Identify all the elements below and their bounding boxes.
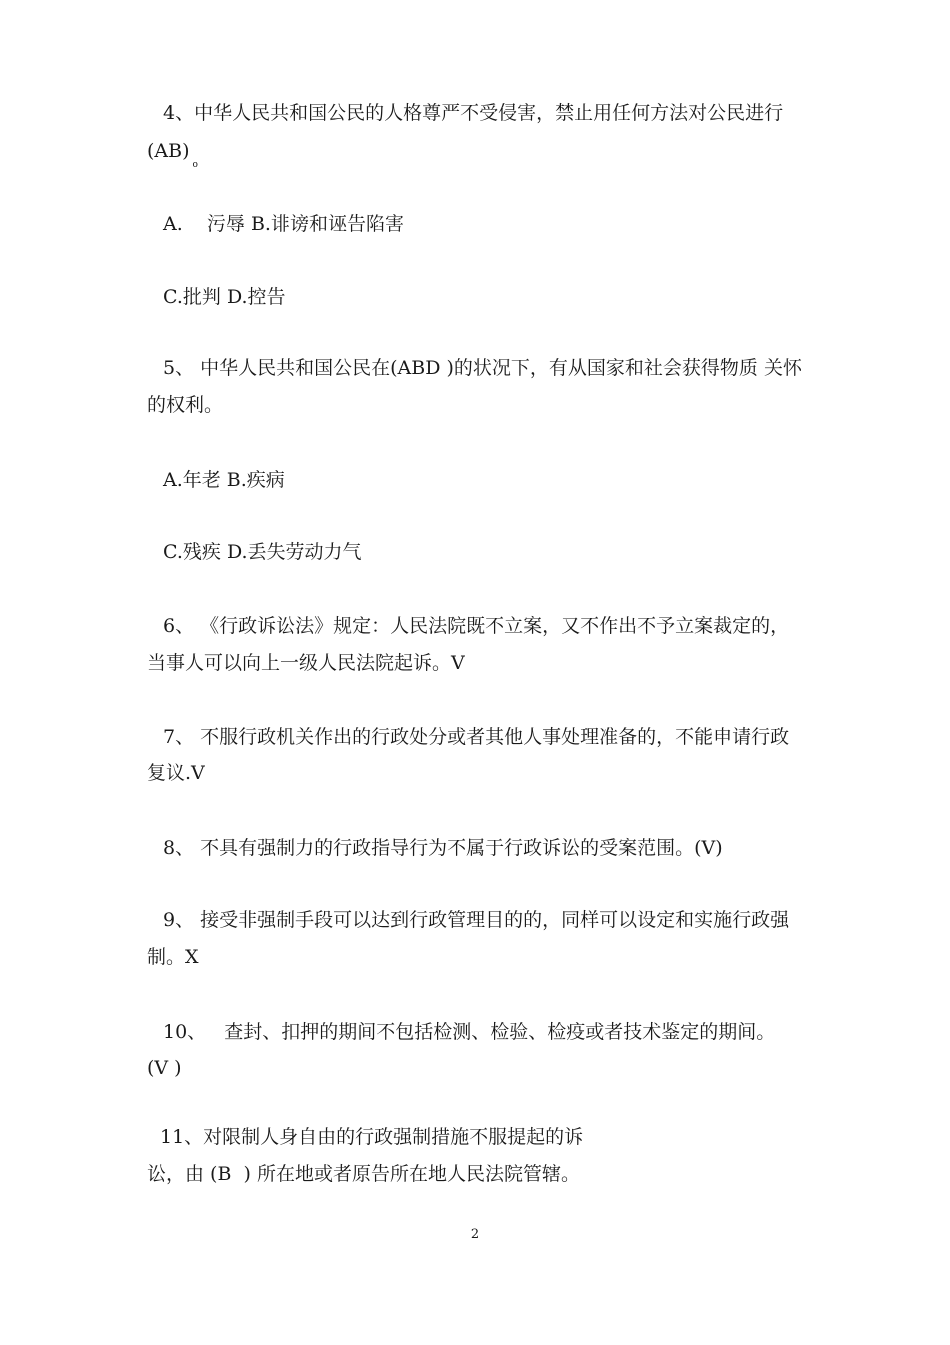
q5-options-cd: C.残疾 D.丢失劳动力气 [163,541,362,563]
q7-line1: 7、 不服行政机关作出的行政处分或者其他人事处理准备的，不能申请行政 [163,726,790,748]
page-number: 2 [470,1227,480,1242]
q4-line2 [147,139,198,177]
q6-line2: 当事人可以向上一级人民法院起诉。V [147,652,465,674]
q4-line1: 4、中华人民共和国公民的人格尊严不受侵害，禁止用任何方法对公民进行 [163,102,784,124]
q10-line1: 10、 查封、扣押的期间不包括检测、检验、检疫或者技术鉴定的期间。 [163,1021,776,1043]
q4-options-cd: C.批判 D.控告 [163,286,286,308]
q4-answer: (AB) [147,140,190,162]
q4-options-ab: A. 污辱 B.诽谤和诬告陷害 [163,213,404,235]
q4-mark: o [192,160,198,170]
q9-line2: 制。X [147,946,199,968]
q6-line1: 6、 《行政诉讼法》规定：人民法院既不立案，又不作出不予立案裁定的， [163,615,790,637]
q8-line1: 8、 不具有强制力的行政指导行为不属于行政诉讼的受案范围。(V) [163,837,723,859]
q9-line1: 9、 接受非强制手段可以达到行政管理目的的，同样可以设定和实施行政强 [163,909,790,931]
q5-options-ab: A.年老 B.疾病 [163,469,285,491]
q11-line2: 讼，由 (B ) 所在地或者原告所在地人民法院管辖。 [147,1163,580,1185]
q7-line2: 复议.V [147,762,205,784]
q11-line1: 11、对限制人身自由的行政强制措施不服提起的诉 [160,1126,584,1148]
q10-line2: (V ) [147,1057,182,1079]
q5-line2: 的权利。 [147,394,224,416]
q5-line1: 5、 中华人民共和国公民在(ABD )的状况下，有从国家和社会获得物质 关怀 [163,357,802,379]
